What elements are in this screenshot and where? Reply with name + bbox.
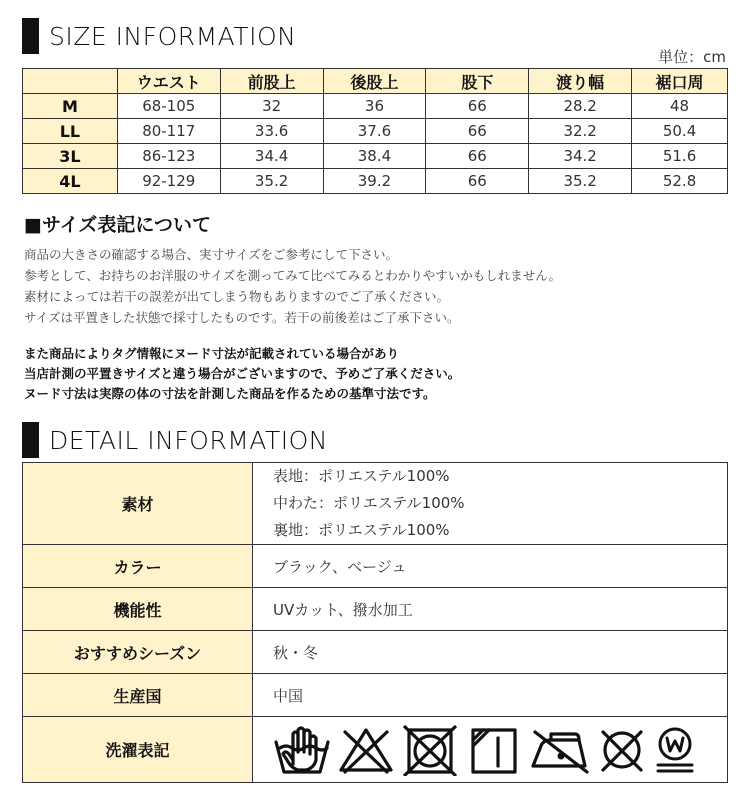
material-line: 裏地：ポリエステル100% (273, 521, 450, 539)
material-line: 表地：ポリエステル100% (273, 467, 450, 485)
table-cell: 66 (426, 169, 529, 194)
note-line: 素材によっては若干の誤差が出てしまう物もありますのでご了承ください。 (24, 289, 450, 304)
function-value: UVカット、撥水加工 (253, 588, 728, 631)
table-cell: 28.2 (529, 94, 632, 119)
table-row (23, 169, 728, 194)
table-cell: 35.2 (529, 169, 632, 194)
detail-row-function (23, 588, 728, 631)
table-cell: 92-129 (117, 169, 220, 194)
season-label: おすすめシーズン (23, 631, 253, 674)
table-cell: 52.8 (632, 169, 728, 194)
size-header-blank (23, 69, 118, 94)
no-dry-clean-icon (597, 724, 647, 776)
size-header-waist: ウエスト (117, 69, 220, 94)
size-notes-warning (24, 344, 460, 404)
warning-line: ヌード寸法は実際の体の寸法を計測した商品を作るための基準寸法です。 (24, 386, 436, 401)
table-cell: 37.6 (323, 119, 426, 144)
table-cell: 51.6 (632, 144, 728, 169)
size-header-hem: 裾口周 (632, 69, 728, 94)
detail-row-color (23, 545, 728, 588)
table-row (23, 144, 728, 169)
size-section-header (22, 18, 296, 54)
table-cell: 66 (426, 119, 529, 144)
color-label: カラー (23, 545, 253, 588)
table-cell: 66 (426, 94, 529, 119)
size-label: M (23, 94, 118, 119)
table-cell: 32.2 (529, 119, 632, 144)
section-marker (22, 18, 39, 54)
size-label: LL (23, 119, 118, 144)
table-cell: 50.4 (632, 119, 728, 144)
origin-label: 生産国 (23, 674, 253, 717)
table-cell: 35.2 (220, 169, 323, 194)
detail-row-origin (23, 674, 728, 717)
detail-table (22, 462, 728, 783)
table-row (23, 94, 728, 119)
origin-value: 中国 (253, 674, 728, 717)
size-header-front-rise: 前股上 (220, 69, 323, 94)
note-line: 商品の大きさの確認する場合、実寸サイズをご参考にして下さい。 (24, 247, 399, 262)
size-header-thigh: 渡り幅 (529, 69, 632, 94)
size-notes-body (24, 244, 561, 328)
detail-row-material (23, 463, 728, 545)
table-cell: 33.6 (220, 119, 323, 144)
size-section-title: SIZE INFORMATION (49, 21, 297, 51)
no-tumble-dry-icon (401, 724, 459, 776)
care-label: 洗濯表記 (23, 717, 253, 783)
detail-row-care (23, 717, 728, 783)
size-table-header-row (23, 69, 728, 94)
table-cell: 68-105 (117, 94, 220, 119)
hand-wash-icon (273, 724, 331, 776)
size-label: 4L (23, 169, 118, 194)
note-line: 参考として、お持ちのお洋服のサイズを測ってみて比べてみるとわかりやすいかもしれません。 (24, 268, 562, 283)
care-icons (273, 724, 727, 776)
care-value (253, 717, 728, 783)
material-value (253, 463, 728, 545)
unit-label: 単位：cm (658, 48, 726, 66)
season-value: 秋・冬 (253, 631, 728, 674)
table-cell: 48 (632, 94, 728, 119)
table-cell: 80-117 (117, 119, 220, 144)
size-header-back-rise: 後股上 (323, 69, 426, 94)
no-bleach-icon (337, 724, 395, 776)
line-dry-shade-icon (465, 724, 523, 776)
wet-clean-gentle-icon (653, 724, 697, 776)
section-marker (22, 422, 39, 458)
size-table (22, 68, 728, 194)
warning-line: 当店計測の平置きサイズと違う場合がございますので、予めご了承ください。 (24, 366, 461, 381)
material-label: 素材 (23, 463, 253, 545)
detail-section-title: DETAIL INFORMATION (49, 425, 328, 455)
function-label: 機能性 (23, 588, 253, 631)
table-cell: 38.4 (323, 144, 426, 169)
table-cell: 32 (220, 94, 323, 119)
table-cell: 34.2 (529, 144, 632, 169)
detail-section-header (22, 422, 328, 458)
table-cell: 86-123 (117, 144, 220, 169)
table-cell: 39.2 (323, 169, 426, 194)
color-value: ブラック、ベージュ (253, 545, 728, 588)
table-cell: 66 (426, 144, 529, 169)
material-line: 中わた：ポリエステル100% (273, 494, 465, 512)
note-line: サイズは平置きした状態で採寸したものです。若干の前後差はご了承下さい。 (24, 310, 460, 325)
table-row (23, 119, 728, 144)
table-cell: 36 (323, 94, 426, 119)
table-cell: 34.4 (220, 144, 323, 169)
iron-low-icon (529, 724, 591, 776)
size-label: 3L (23, 144, 118, 169)
warning-line: また商品によりタグ情報にヌード寸法が記載されている場合があり (24, 346, 400, 361)
size-header-inseam: 股下 (426, 69, 529, 94)
detail-row-season (23, 631, 728, 674)
size-notes-title: ■サイズ表記について (24, 214, 212, 236)
